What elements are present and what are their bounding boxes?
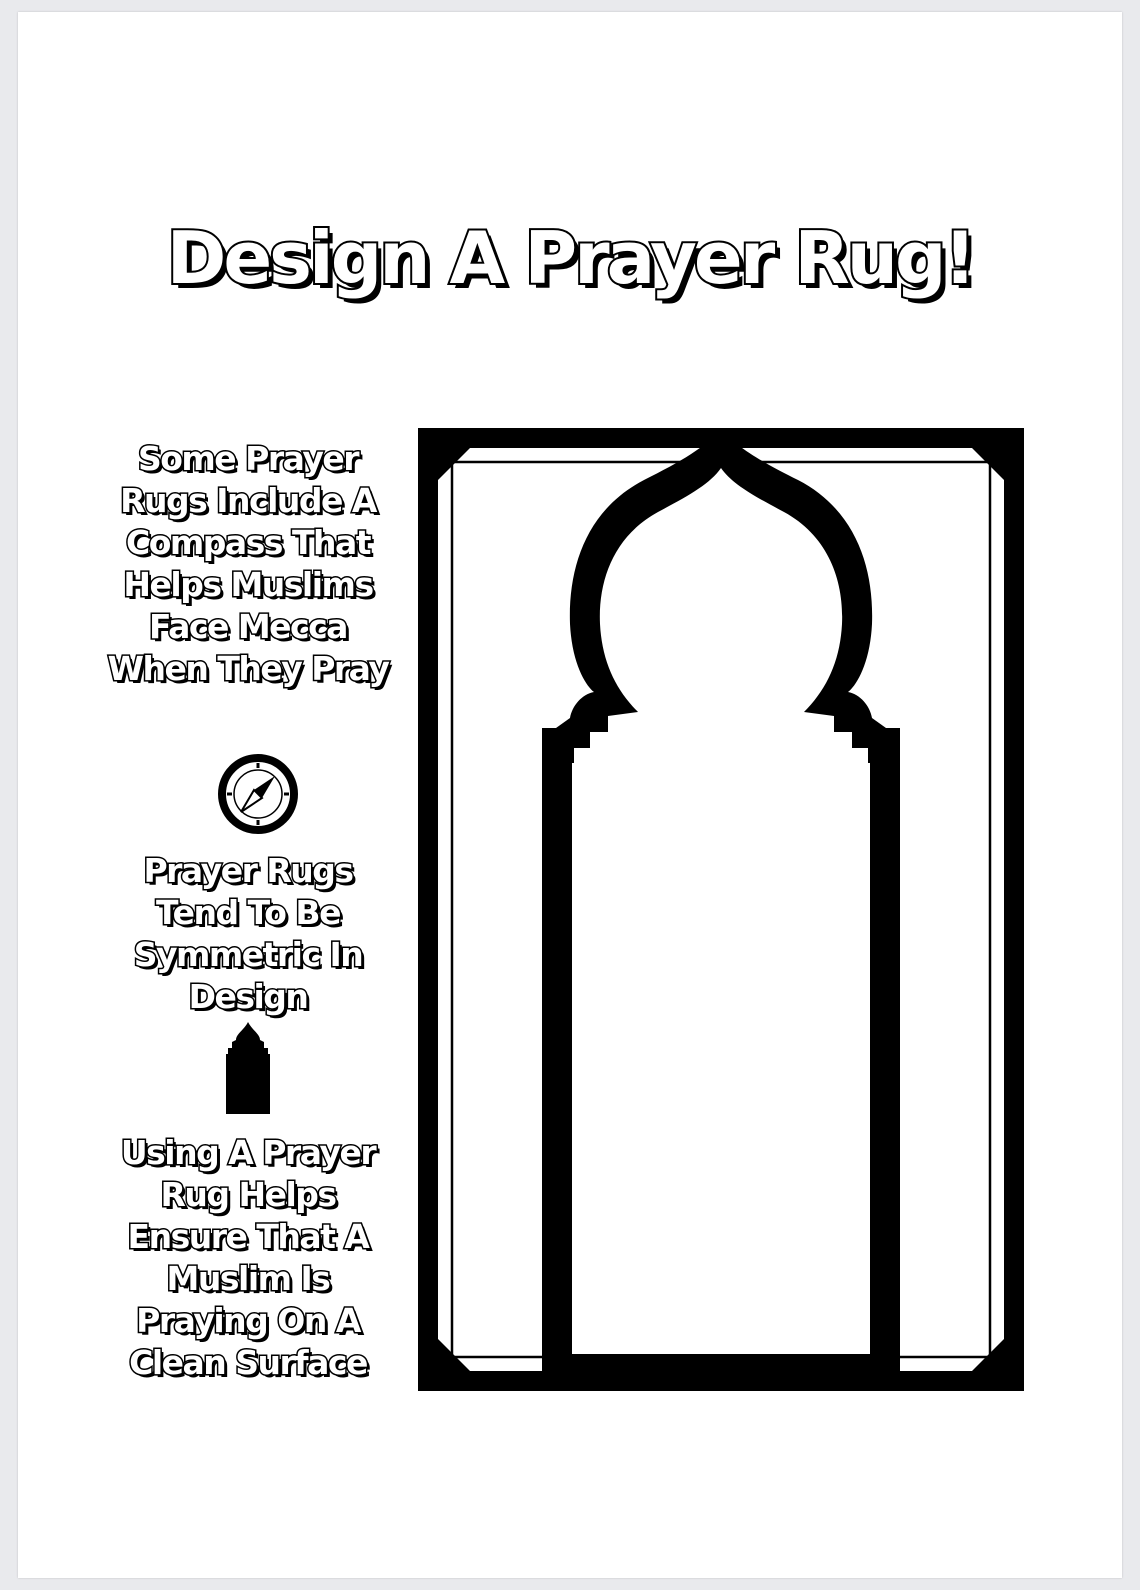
- fact-compass: Some Prayer Rugs Include A Compass That Helps Muslims Face Mecca When They Pray: [107, 439, 389, 688]
- worksheet-page: [18, 12, 1122, 1578]
- worksheet-title: Design A Prayer Rug!: [166, 216, 974, 300]
- fact-clean-surface: Using A Prayer Rug Helps Ensure That A Muslim Is Praying On A Clean Surface: [120, 1133, 376, 1382]
- fact-symmetry: Prayer Rugs Tend To Be Symmetric In Design: [133, 851, 363, 1016]
- prayer-rug-outline: [418, 428, 1024, 1391]
- prayer-rug-icon: [222, 1020, 274, 1116]
- compass-icon: [216, 752, 300, 836]
